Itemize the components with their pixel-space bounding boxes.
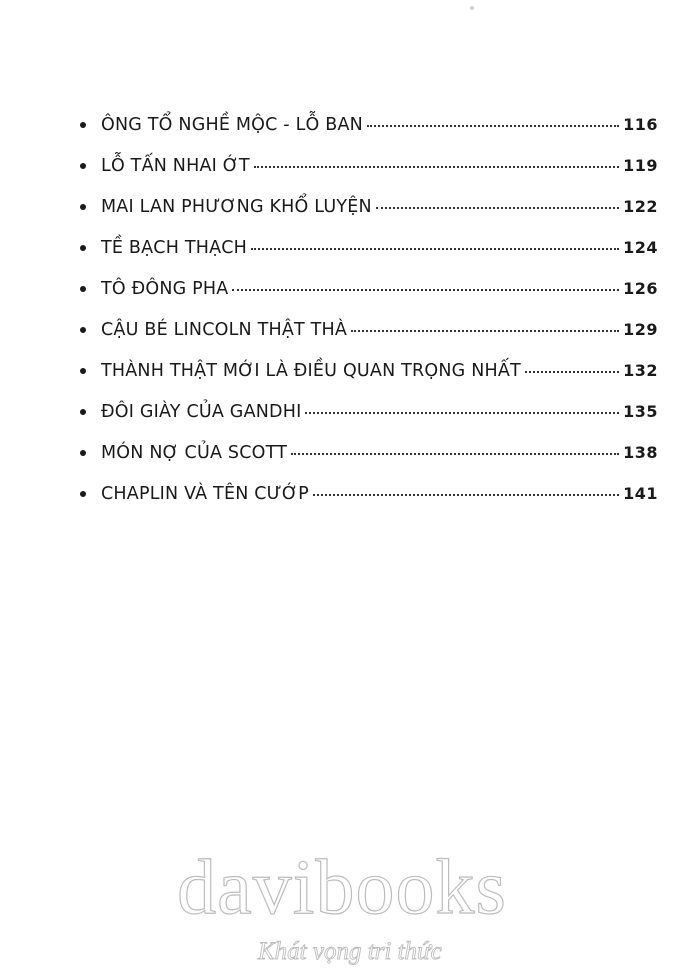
paper-speck — [470, 6, 474, 10]
toc-entry — [80, 268, 658, 309]
toc-entry-title: THÀNH THẬT MỚI LÀ ĐIỀU QUAN TRỌNG NHẤT — [101, 360, 521, 381]
toc-entry-page: 132 — [623, 360, 658, 380]
dot-leader — [251, 248, 619, 250]
publisher-name: davibooks — [177, 843, 507, 930]
toc-entry-title: CHAPLIN VÀ TÊN CƯỚP — [101, 483, 309, 504]
toc-entry — [80, 309, 658, 350]
toc-entry-body — [101, 484, 658, 504]
toc-entry-page: 141 — [623, 483, 658, 503]
bullet-icon — [80, 450, 86, 456]
toc-entry-page: 116 — [623, 114, 658, 134]
bullet-icon — [80, 368, 86, 374]
bullet-icon — [80, 163, 86, 169]
dot-leader — [351, 330, 619, 332]
toc-entry-page: 126 — [623, 278, 658, 298]
toc-entry-body — [101, 115, 658, 135]
toc-entry-page: 124 — [623, 237, 658, 257]
table-of-contents — [80, 104, 658, 514]
toc-entry-page: 129 — [623, 319, 658, 339]
toc-entry — [80, 432, 658, 473]
toc-entry — [80, 186, 658, 227]
toc-entry-body — [101, 361, 658, 381]
toc-entry-page: 138 — [623, 442, 658, 462]
toc-entry — [80, 145, 658, 186]
toc-entry-page: 119 — [623, 155, 658, 175]
toc-entry — [80, 391, 658, 432]
toc-entry-body — [101, 279, 658, 299]
toc-entry-title: CẬU BÉ LINCOLN THẬT THÀ — [101, 319, 348, 340]
toc-entry-title: MAI LAN PHƯƠNG KHỔ LUYỆN — [101, 196, 372, 217]
toc-entry-title: ĐÔI GIÀY CỦA GANDHI — [101, 401, 302, 422]
publisher-tagline: Khát vọng tri thức — [258, 938, 442, 965]
toc-entry-title: LỖ TẤN NHAI ỚT — [101, 155, 250, 176]
toc-entry-title: MÓN NỢ CỦA SCOTT — [101, 442, 288, 463]
bullet-icon — [80, 286, 86, 292]
bullet-icon — [80, 491, 86, 497]
bullet-icon — [80, 245, 86, 251]
dot-leader — [376, 207, 619, 209]
dot-leader — [313, 494, 619, 496]
toc-entry-page: 135 — [623, 401, 658, 421]
bullet-icon — [80, 122, 86, 128]
toc-entry-title: ÔNG TỔ NGHỀ MỘC - LỖ BAN — [101, 114, 363, 135]
toc-entry-body — [101, 402, 658, 422]
dot-leader — [232, 289, 619, 291]
dot-leader — [525, 371, 619, 373]
toc-entry-body — [101, 156, 658, 176]
bullet-icon — [80, 409, 86, 415]
dot-leader — [254, 166, 619, 168]
toc-entry-body — [101, 443, 658, 463]
toc-entry — [80, 473, 658, 514]
toc-entry — [80, 227, 658, 268]
toc-entry — [80, 104, 658, 145]
toc-entry-body — [101, 320, 658, 340]
publisher-logo — [0, 843, 700, 965]
toc-entry — [80, 350, 658, 391]
toc-entry-title: TÔ ĐÔNG PHA — [101, 278, 229, 299]
bullet-icon — [80, 204, 86, 210]
toc-entry-body — [101, 238, 658, 258]
toc-entry-body — [101, 197, 658, 217]
dot-leader — [305, 412, 619, 414]
toc-entry-title: TỀ BẠCH THẠCH — [101, 237, 248, 258]
dot-leader — [291, 453, 619, 455]
toc-entry-page: 122 — [623, 196, 658, 216]
bullet-icon — [80, 327, 86, 333]
dot-leader — [367, 125, 619, 127]
